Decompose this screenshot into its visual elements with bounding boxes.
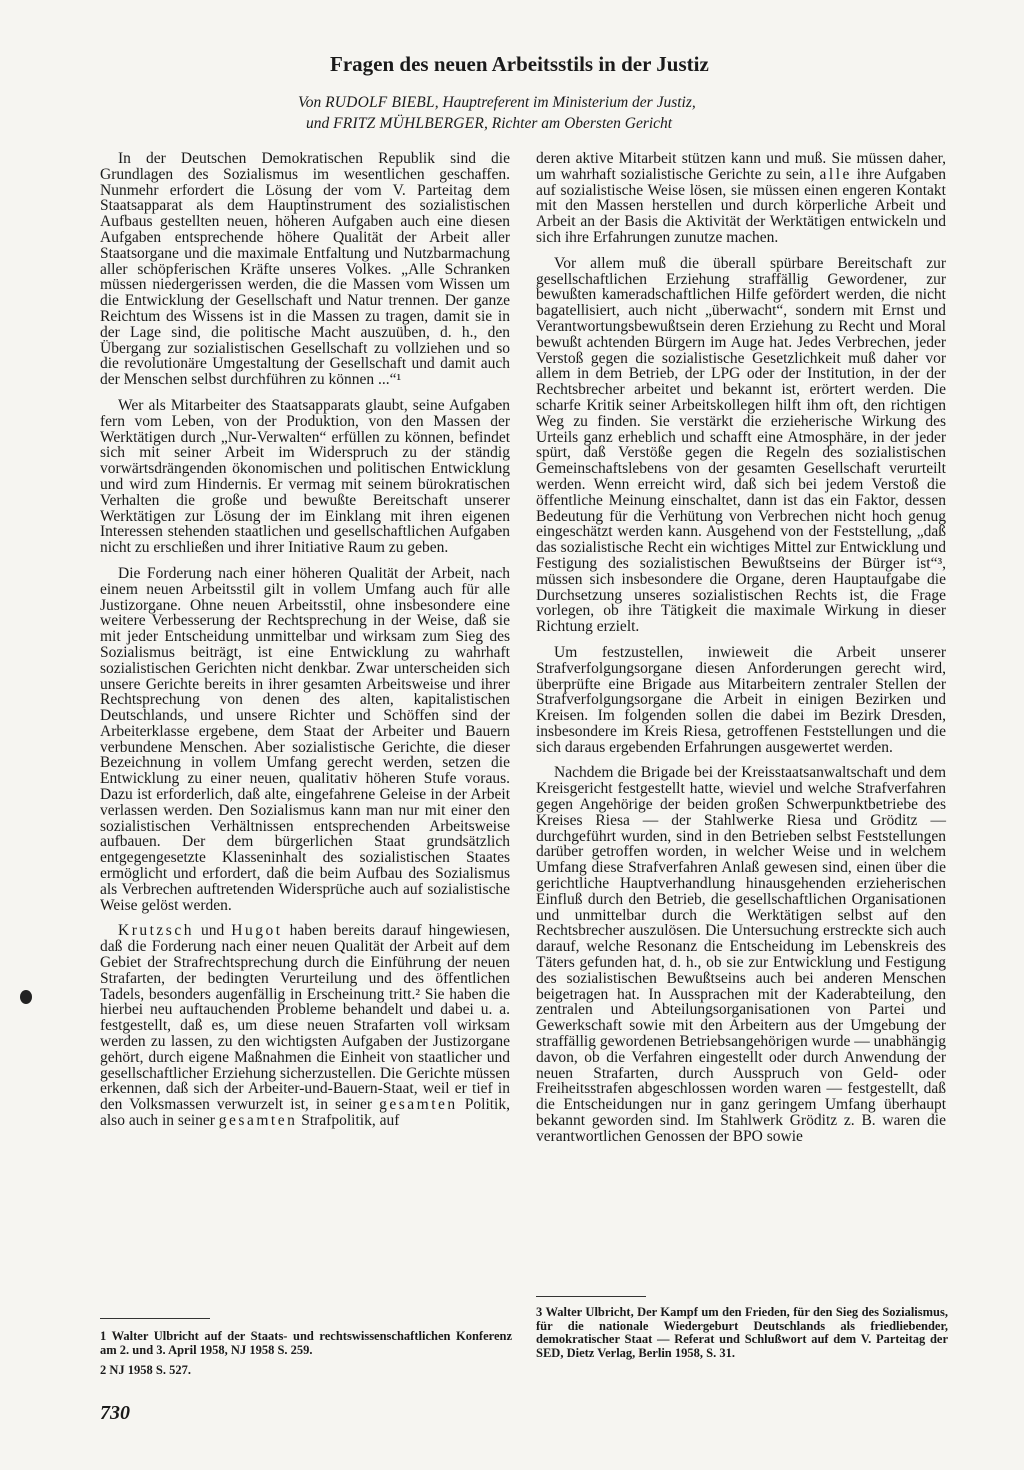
author-name: FRITZ MÜHLBERGER <box>333 115 484 132</box>
paragraph: Die Forderung nach einer höheren Qualität der Arbeit, nach einem neuen Arbeitsstil gilt in vollem Umfang auch für alle Justizorgane. Ohne neuen Arbeitsstil, ohne insbesondere eine weitere Verbesserung der Rechtsprechung in der Weise, daß sie mit jeder Entscheidung unmittelbar und wirksam zum Sieg des Sozialismus beiträgt, ist eine Entwicklung zu wahrhaft sozialistischen Gerichten nicht denkbar. Zwar unterscheiden sich unsere Gerichte bereits in ihrer gesamten Arbeitsweise und ihrer Rechtsprechung von denen des alten, kapitalistischen Deutschlands, und unsere Richter und Schöffen sind der Arbeiterklasse ergebene, dem Staat der Arbeiter und Bauern verbundene Menschen. Aber sozialistische Gerichte, die dieser Bezeichnung in vollem Umfang gerecht werden, setzen die Entwicklung zu einer neuen, qualitativ höheren Stufe voraus. Dazu ist erforderlich, daß alte, eingefahrene Geleise in der Arbeit verlassen werden. Den Sozialismus kann man nur mit einer den sozialistischen Verhältnissen entsprechenden Arbeitsweise aufbauen. Der dem bürgerlichen Staat grundsätzlich entgegengesetzte Klasseninhalt des sozialistischen Staates ermöglicht und erfordert, daß die beim Aufbau des Sozialismus als Verbrechen auftretenden Widersprüche auch auf sozialistische Weise gelöst werden. <box>100 564 510 914</box>
spaced-word: alle <box>819 165 852 183</box>
spaced-name: Krutzsch <box>118 922 194 940</box>
author-role: , Hauptreferent im Ministerium der Justiz, <box>434 94 696 111</box>
paragraph <box>100 923 510 1128</box>
byline-prefix: Von <box>298 94 326 111</box>
author-name: RUDOLF BIEBL <box>325 94 435 111</box>
spaced-word: gesamten <box>218 1112 298 1130</box>
spaced-word: gesamten <box>379 1096 458 1114</box>
footnote-rule <box>536 1296 646 1297</box>
left-column <box>100 151 510 1139</box>
paragraph: Vor allem muß die überall spürbare Bereitschaft zur gesellschaftlichen Erziehung straffällig Gewordener, zur bewußten kameradschaftlichen Hilfe gefördert werden, die nicht bagatellisiert, auch nicht „überwacht“, sondern mit Ernst und Verantwortungsbewußtsein deren Erziehung zu Recht und Moral bewußt achtenden Bürgern im Auge hat. Jedes Verbrechen, jeder Verstoß gegen die sozialistische Gesetzlichkeit muß daher vor allem in dem Betrieb, der LPG oder der Institution, in der der Rechtsbrecher arbeitet und bekannt ist, erörtert werden. Die scharfe Kritik seiner Arbeitskollegen hilft ihm oft, den richtigen Weg zu finden. Sie verstärkt die erzieherische Wirkung des Urteils ganz erheblich und schafft eine Atmosphäre, in der jeder spürt, daß Verstöße gegen die Regeln des sozialistischen Gemeinschaftslebens von der gesamten Gesellschaft verurteilt werden. Wenn erreicht wird, daß sich bei jedem Verstoß die öffentliche Meinung einschaltet, dann ist das ein Faktor, dessen Bedeutung für die Verhütung von Verbrechen nicht hoch genug eingeschätzt werden kann. Ausgehend von der Feststellung, „daß das sozialistische Recht ein wichtiges Mittel zur Entwicklung und Festigung des sozialistischen Bewußtseins der Bürger ist“³, müssen sich insbesondere die Organe, deren Hauptaufgabe die Durchsetzung unseres sozialistischen Rechts ist, die Frage vorlegen, ob ihre Tätigkeit die maximale Wirkung in dieser Richtung erzielt. <box>536 254 946 636</box>
author-role: , Richter am Obersten Gericht <box>484 115 673 132</box>
paragraph <box>536 151 946 246</box>
paragraph: Nachdem die Brigade bei der Kreisstaatsanwaltschaft und dem Kreisgericht festgestellt hatte, wieviel und welche Strafverfahren gegen Angehörige der beiden großen Schwerpunktbetriebe des Kreises Riesa — der Stahlwerke Riesa und Gröditz — durchgeführt wurden, sind in den Betrieben selbst Feststellungen darüber getroffen worden, in welcher Weise und in welchem Umfang diese Strafverfahren Anlaß gewesen sind, einen über die gerichtliche Hauptverhandlung hinausgehenden erzieherischen Einfluß durch den Betrieb, die gesellschaftlichen Organisationen und unmittelbar durch die Werktätigen selbst auf den Rechtsbrecher auszulösen. Die Untersuchung erstreckte sich auch darauf, welche Resonanz die Entscheidung im Lebenskreis des Täters gefunden hat, d. h., ob sie zur Entwicklung und Festigung des sozialistischen Bewußtseins auch bei anderen Menschen beigetragen hat. In Aussprachen mit der Kaderabteilung, den zentralen und Abteilungsorganisationen von Partei und Gewerkschaft sowie mit den Arbeitern aus der Umgebung der straffällig gewordenen Betriebsangehörigen wurde — unabhängig davon, ob die Verfahren eingestellt oder durch Anwendung der neuen Strafarten, durch Ausspruch von Geld- oder Freiheitsstrafen abgeschlossen worden waren — festgestellt, daß die Entscheidungen nur in ganz geringem Umfang überhaupt bekannt geworden sind. Im Stahlwerk Gröditz z. B. waren die verantwortlichen Genossen der BPO sowie <box>536 764 946 1145</box>
byline-prefix: und <box>306 115 334 132</box>
text-run: Strafpolitik, auf <box>297 1112 400 1130</box>
article-title: Fragen des neuen Arbeitsstils in der Justiz <box>330 52 709 76</box>
text-run: und <box>193 922 232 940</box>
text-run: deren aktive Mitarbeit stützen kann und muß. Sie müssen daher, um wahrhaft sozialistische Gerichte zu sein, <box>536 150 946 183</box>
footnote-1: 1 Walter Ulbricht auf der Staats- und rechtswissenschaftlichen Konferenz am 2. und 3. April 1958, NJ 1958 S. 259. <box>100 1329 512 1357</box>
paragraph: Wer als Mitarbeiter des Staatsapparats glaubt, seine Aufgaben fern vom Leben, von der Produktion, von den Massen der Werktätigen durch „Nur-Verwalten“ erfüllen zu können, befindet sich mit seiner Arbeit im Widerspruch zu der ständig vorwärtsdrängenden ökonomischen und politischen Entwicklung und wird zum Hindernis. Er vermag mit seinem bürokratischen Verhalten die große und bewußte Bereitschaft unserer Werktätigen zur Lösung der im Einklang mit ihren eigenen Interessen stehenden staatlichen und gesellschaftlichen Aufgaben nicht zu erschließen und ihrer Initiative Raum zu geben. <box>100 396 510 557</box>
byline-author-1 <box>298 94 696 112</box>
byline-author-2 <box>306 115 672 133</box>
text-run: haben bereits darauf hingewiesen, daß die Forderung nach einer neuen Qualität der Arbeit auf dem Gebiet der Strafrechtsprechung durch die Einführung der neuen Strafarten, der bedingten Verurteilung und des öffentlichen Tadels, besonders augenfällig in Erscheinung tritt.² Sie haben die hierbei neu auftauchenden Probleme behandelt und dabei u. a. festgestellt, daß es, um diese neuen Strafarten voll wirksam werden zu lassen, zu den wichtigsten Aufgaben der Justizorgane gehört, durch eigene Maßnahmen die Einheit von staatlicher und gesellschaftlicher Erziehung sicherzustellen. Die Gerichte müssen erkennen, daß sich der Arbeiter-und-Bauern-Staat, weil er tief in den Volksmassen verwurzelt ist, in seiner <box>100 922 510 1114</box>
text-run: Politik, also auch in seiner <box>100 1096 510 1130</box>
page-number: 730 <box>100 1402 130 1424</box>
footnote-rule <box>100 1318 210 1319</box>
right-column <box>536 151 946 1155</box>
footnote-3: 3 Walter Ulbricht, Der Kampf um den Frieden, für den Sieg des Sozialismus, für die nationale Wiedergeburt Deutschlands als friedliebender, demokratischer Staat — Referat und Schlußwort auf dem V. Parteitag der SED, Dietz Verlag, Berlin 1958, S. 31. <box>536 1305 948 1360</box>
spaced-name: Hugot <box>231 922 283 940</box>
ink-blot <box>20 990 32 1004</box>
paragraph: Um festzustellen, inwieweit die Arbeit unserer Strafverfolgungsorgane diesen Anforderungen gerecht wird, überprüfte eine Brigade aus Mitarbeitern zentraler Stellen der Strafverfolgungsorgane die Arbeit in einigen Bezirken und Kreisen. Im folgenden sollen die dabei im Bezirk Dresden, insbesondere im Kreis Riesa, getroffenen Feststellungen und die sich daraus ergebenden Erfahrungen ausgewertet werden. <box>536 643 946 756</box>
text-run: ihre Aufgaben auf sozialistische Weise lösen, sie müssen einen engeren Kontakt mit den Massen herstellen und durch körperliche Arbeit und Arbeit an der Basis die Aktivität der Werktätigen entwickeln und sich ihre Erfahrungen zunutze machen. <box>536 165 947 246</box>
footnote-2: 2 NJ 1958 S. 527. <box>100 1363 191 1377</box>
paragraph: In der Deutschen Demokratischen Republik sind die Grundlagen des Sozialismus im wesentlichen geschaffen. Nunmehr erfordert die Lösung der vom V. Parteitag dem Staatsapparat als dem Hauptinstrument des sozialistischen Aufbaus gestellten neuen, höheren Aufgaben auch eine diesen Aufgaben entsprechende höhere Qualität der Arbeit aller Staatsorgane und die maximale Entfaltung und Nutzbarmachung aller schöpferischen Kräfte unseres Volkes. „Alle Schranken müssen niedergerissen werden, die die Massen vom Wissen um die Entwicklung der Gesellschaft und Natur trennen. Der ganze Reichtum des Wissens ist in die Massen zu tragen, damit sie in der Lage sind, die politische Macht auszuüben, d. h., den Übergang zur sozialistischen Gesellschaft zu vollziehen und so die revolutionäre Umgestaltung der Gesellschaft und damit auch der Menschen selbst durchführen zu können ...“¹ <box>100 150 510 389</box>
